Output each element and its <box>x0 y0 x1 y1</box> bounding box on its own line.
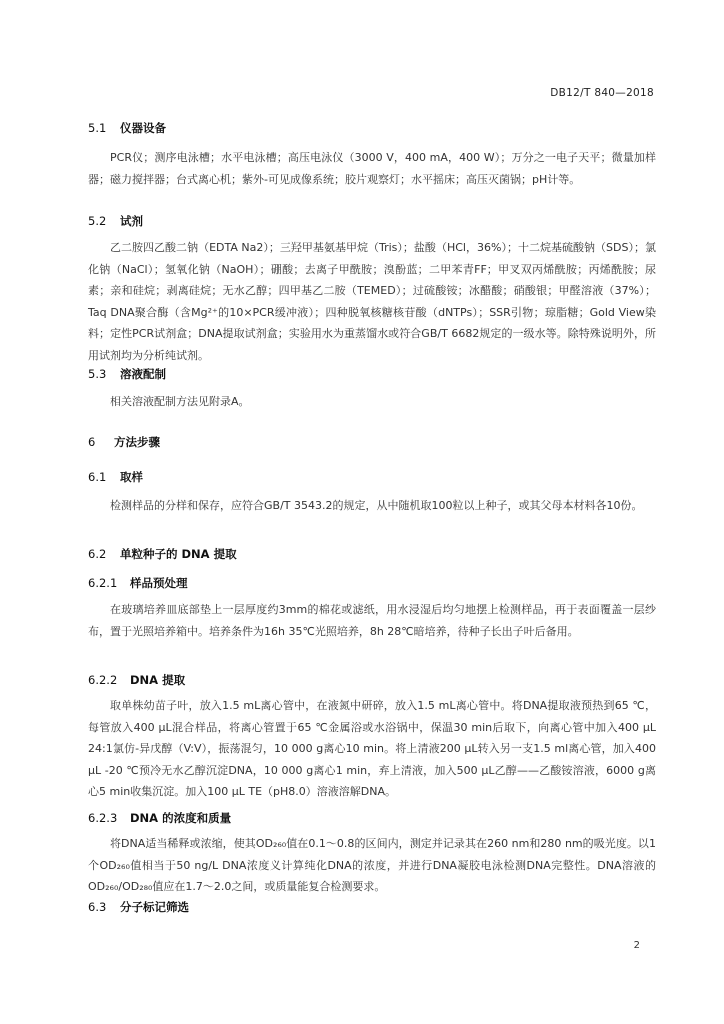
paragraph-5-3: 相关溶液配制方法见附录A。 <box>110 395 250 408</box>
paragraph-6-2-1: 在玻璃培养皿底部垫上一层厚度约3mm的棉花或滤纸，用水浸湿后均匀地摆上检测样品，再于表面覆盖一层纱布，置于光照培养箱中。培养条件为16h 35℃光照培养，8h 28℃暗培养，待种子长出子叶后备用。 <box>88 603 656 638</box>
heading-5-1 <box>88 120 166 136</box>
heading-number: 6.2.2 <box>88 673 118 687</box>
heading-6-2-2 <box>88 672 185 688</box>
standard-code: DB12/T 840—2018 <box>550 87 654 99</box>
heading-title: DNA 的浓度和质量 <box>130 811 232 825</box>
heading-title: 样品预处理 <box>130 576 188 590</box>
heading-number: 6.3 <box>88 900 107 914</box>
heading-6 <box>88 434 160 450</box>
heading-number: 6.2.1 <box>88 576 118 590</box>
heading-6-2-1 <box>88 575 188 591</box>
heading-5-3 <box>88 366 166 382</box>
heading-title: 分子标记筛选 <box>120 900 189 914</box>
heading-number: 6.1 <box>88 470 107 484</box>
heading-number: 5.2 <box>88 214 107 228</box>
paragraph-6-1: 检测样品的分样和保存，应符合GB/T 3543.2的规定，从中随机取100粒以上种子，或其父母本材料各10份。 <box>110 499 643 512</box>
paragraph-6-2-2: 取单株幼苗子叶，放入1.5 mL离心管中，在液氮中研碎，放入1.5 mL离心管中。将DNA提取液预热到65 ℃，每管放入400 μL混合样品，将离心管置于65 ℃金属浴或水浴锅中，保温30 min后取下，向离心管中加入400 μL 24:1氯仿-异戊醇（V:V），振荡混匀，10 000 g离心10 min。将上清液200 μL转入另一支1.5 ml离心管，加入400 μL -20 ℃预冷无水乙醇沉淀DNA，10 000 g离心1 min，弃上清液，加入500 μL乙醇——乙酸铵溶液，6000 g离心5 min收集沉淀。加入100 μL TE（pH8.0）溶液溶解DNA。 <box>88 699 656 798</box>
heading-number: 6.2 <box>88 547 107 561</box>
heading-6-3 <box>88 899 189 915</box>
heading-number: 5.1 <box>88 121 107 135</box>
heading-title: 溶液配制 <box>120 367 166 381</box>
heading-6-1 <box>88 469 143 485</box>
heading-title: DNA 提取 <box>130 673 186 687</box>
page-number: 2 <box>633 940 640 951</box>
heading-title: 单粒种子的 DNA 提取 <box>120 547 237 561</box>
heading-title: 取样 <box>120 470 143 484</box>
heading-title: 方法步骤 <box>114 435 160 449</box>
heading-number: 5.3 <box>88 367 107 381</box>
heading-5-2 <box>88 213 143 229</box>
heading-title: 仪器设备 <box>120 121 166 135</box>
heading-number: 6.2.3 <box>88 811 118 825</box>
heading-number: 6 <box>88 435 96 449</box>
heading-6-2 <box>88 546 237 562</box>
heading-6-2-3 <box>88 810 231 826</box>
paragraph-5-1: PCR仪；测序电泳槽；水平电泳槽；高压电泳仪（3000 V，400 mA，400 W）；万分之一电子天平；微量加样器；磁力搅拌器；台式离心机；紫外-可见成像系统；胶片观察灯；水平摇床；高压灭菌锅；pH计等。 <box>88 151 656 186</box>
heading-title: 试剂 <box>120 214 143 228</box>
paragraph-6-2-3: 将DNA适当稀释或浓缩，使其OD₂₆₀值在0.1～0.8的区间内，测定并记录其在260 nm和280 nm的吸光度。以1个OD₂₆₀值相当于50 ng/L DNA浓度义计算纯化DNA的浓度，并进行DNA凝胶电泳检测DNA完整性。DNA溶液的OD₂₆₀/OD₂₈₀值应在1.7～2.0之间，或质量能复合检测要求。 <box>88 837 656 893</box>
paragraph-5-2: 乙二胺四乙酸二钠（EDTA Na2）；三羟甲基氨基甲烷（Tris）；盐酸（HCl，36%）；十二烷基硫酸钠（SDS）；氯化钠（NaCl）；氢氧化钠（NaOH）；硼酸；去离子甲酰胺；溴酚蓝；二甲苯青FF；甲叉双丙烯酰胺；丙烯酰胺；尿素；亲和硅烷；剥离硅烷；无水乙醇；四甲基乙二胺（TEMED）；过硫酸铵；冰醋酸；硝酸银；甲醛溶液（37%）；Taq DNA聚合酶（含Mg²⁺的10×PCR缓冲液）；四种脱氧核糖核苷酸（dNTPs）；SSR引物；琼脂糖；Gold View染料；定性PCR试剂盒；DNA提取试剂盒；实验用水为重蒸馏水或符合GB/T 6682规定的一级水等。除特殊说明外，所用试剂均为分析纯试剂。 <box>88 241 656 362</box>
